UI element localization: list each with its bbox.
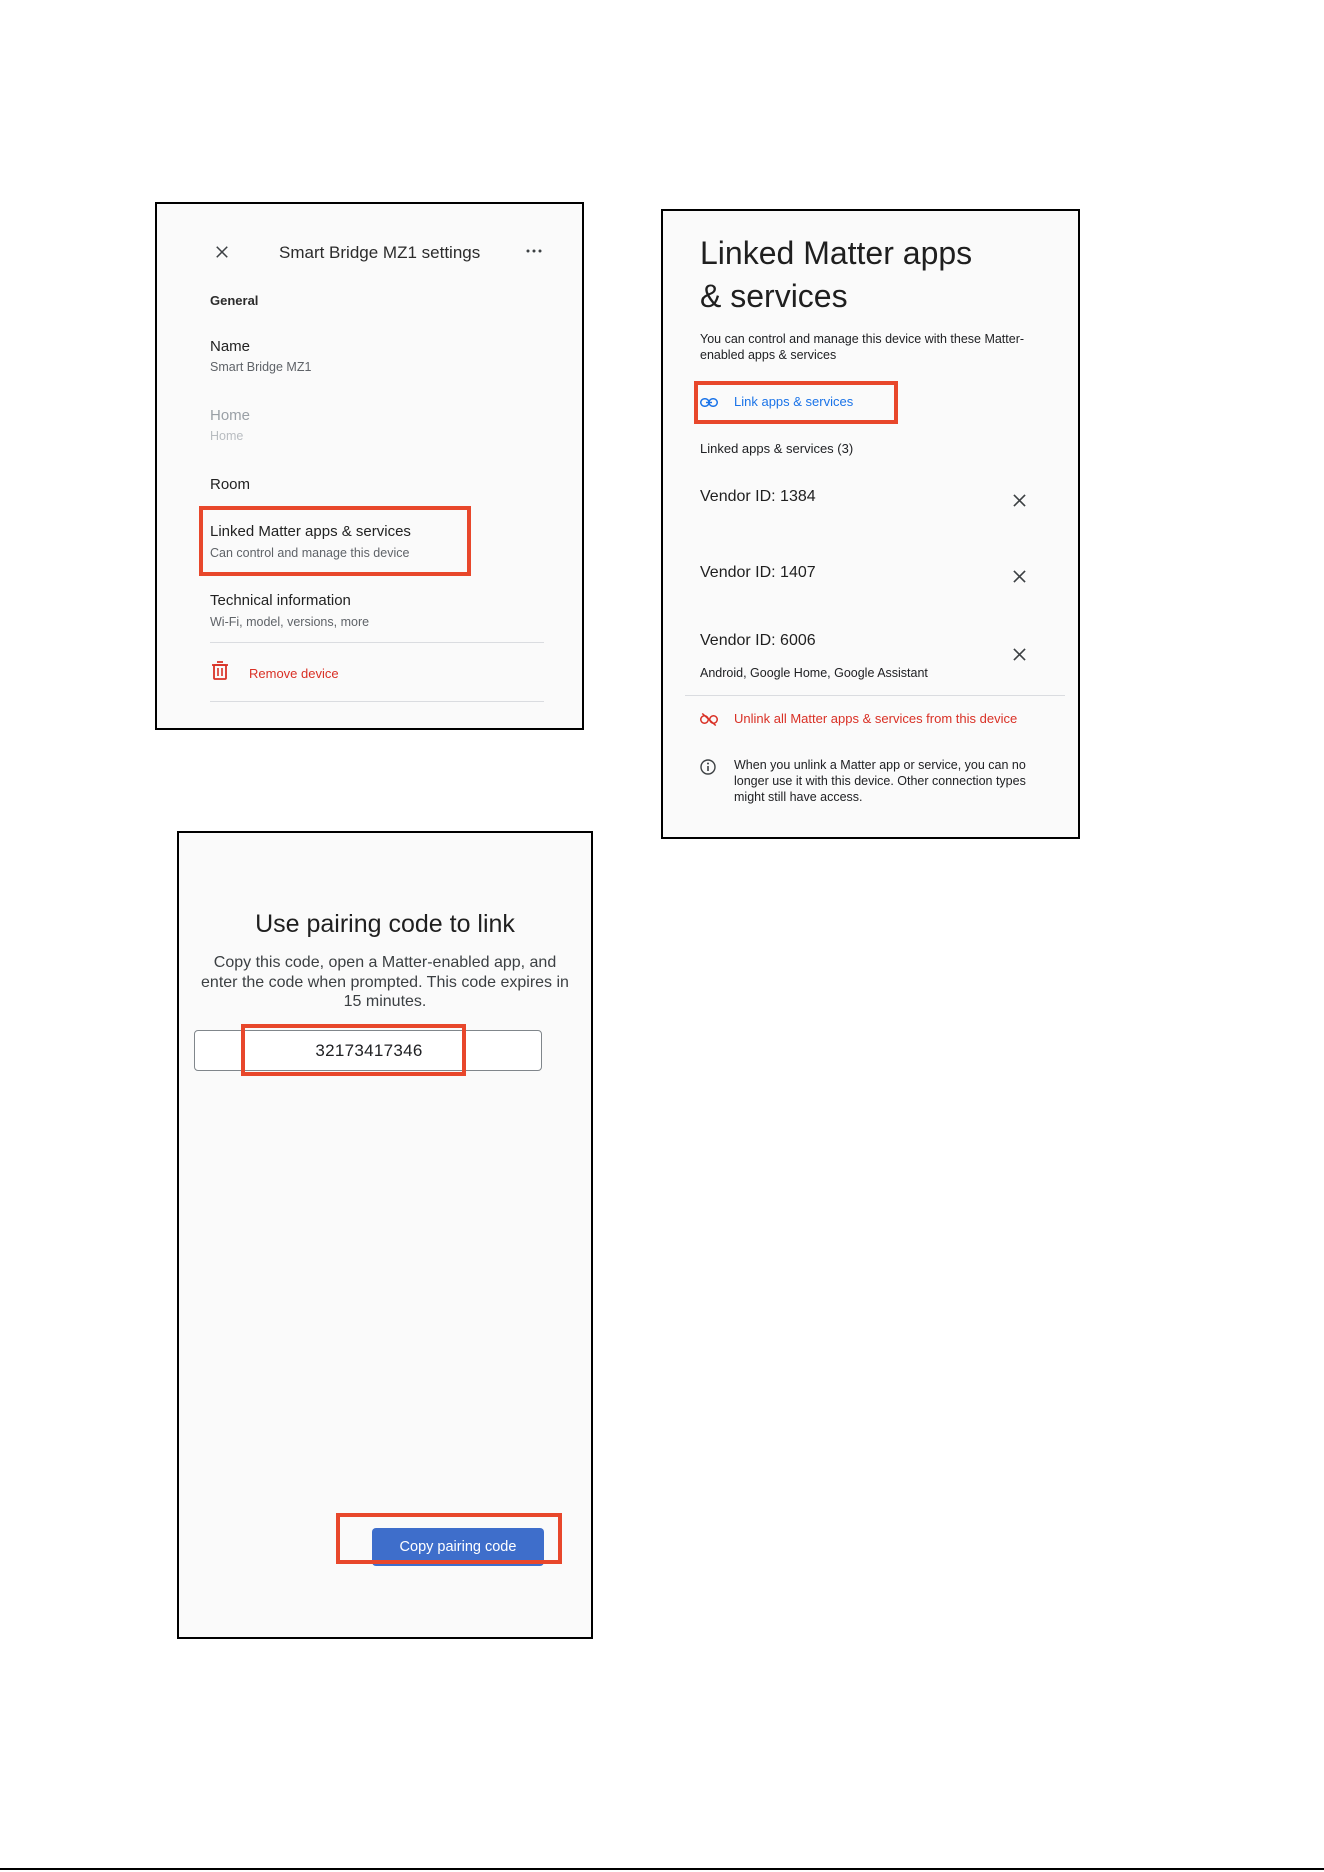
settings-item-sub: Can control and manage this device: [210, 546, 410, 560]
settings-item-home: [210, 407, 250, 443]
pairing-description: Copy this code, open a Matter-enabled app, and enter the code when prompted. This code expires in 15 minutes.: [201, 954, 569, 1010]
settings-item-label: Technical information: [210, 592, 351, 609]
pairing-code-value: 32173417346: [315, 1041, 423, 1060]
settings-item-linked-matter-apps[interactable]: [210, 523, 411, 560]
close-icon[interactable]: [213, 243, 231, 261]
divider: [210, 642, 544, 643]
close-icon[interactable]: [1013, 494, 1026, 507]
device-settings-screenshot: [155, 202, 584, 730]
trash-icon: [212, 661, 228, 680]
vendor-item-6006-sub: Android, Google Home, Google Assistant: [700, 666, 928, 680]
vendor-item-1384: Vendor ID: 1384: [700, 488, 816, 505]
more-horiz-icon[interactable]: [525, 246, 543, 256]
link-icon: [700, 397, 718, 408]
copy-pairing-code-button[interactable]: Copy pairing code: [372, 1528, 544, 1566]
settings-item-technical-information[interactable]: [210, 592, 369, 629]
close-icon[interactable]: [1013, 570, 1026, 583]
linked-apps-heading: [700, 232, 1060, 318]
link-apps-services-button[interactable]: Link apps & services: [734, 394, 854, 409]
link-off-icon: [700, 713, 718, 726]
settings-title: Smart Bridge MZ1 settings: [279, 243, 481, 262]
heading-line-2: & services: [700, 278, 848, 314]
vendor-item-1407: Vendor ID: 1407: [700, 564, 816, 581]
settings-item-label: Name: [210, 338, 251, 355]
linked-apps-screenshot: [661, 209, 1080, 839]
divider: [685, 695, 1065, 696]
settings-item-label: Linked Matter apps & services: [210, 523, 411, 540]
vendor-item-6006: Vendor ID: 6006: [700, 632, 816, 649]
linked-apps-description: You can control and manage this device with these Matter-enabled apps & services: [700, 332, 1025, 362]
settings-item-label: Home: [210, 407, 251, 424]
divider: [210, 701, 544, 702]
settings-item-label: Room: [210, 476, 251, 493]
close-icon[interactable]: [1013, 648, 1026, 661]
heading-line-1: Linked Matter apps: [700, 235, 973, 271]
settings-item-sub: Wi-Fi, model, versions, more: [210, 615, 370, 629]
settings-item-room[interactable]: [210, 476, 250, 493]
page-bottom-rule: [0, 1868, 1324, 1870]
section-general-heading: General: [210, 293, 259, 308]
settings-item-sub: Smart Bridge MZ1: [210, 360, 312, 374]
pairing-code-field[interactable]: [194, 1030, 542, 1071]
unlink-all-button[interactable]: Unlink all Matter apps & services from this device: [734, 711, 1018, 726]
settings-item-name[interactable]: [210, 338, 311, 374]
unlink-note: When you unlink a Matter app or service, you can no longer use it with this device. Other connection types might still have access.: [734, 758, 1026, 804]
remove-device-button[interactable]: Remove device: [249, 666, 339, 681]
linked-count-label: Linked apps & services (3): [700, 441, 854, 456]
pairing-code-screenshot: [177, 831, 593, 1639]
pairing-title: Use pairing code to link: [255, 910, 515, 938]
info-icon: [700, 759, 716, 775]
settings-item-sub: Home: [210, 429, 244, 443]
